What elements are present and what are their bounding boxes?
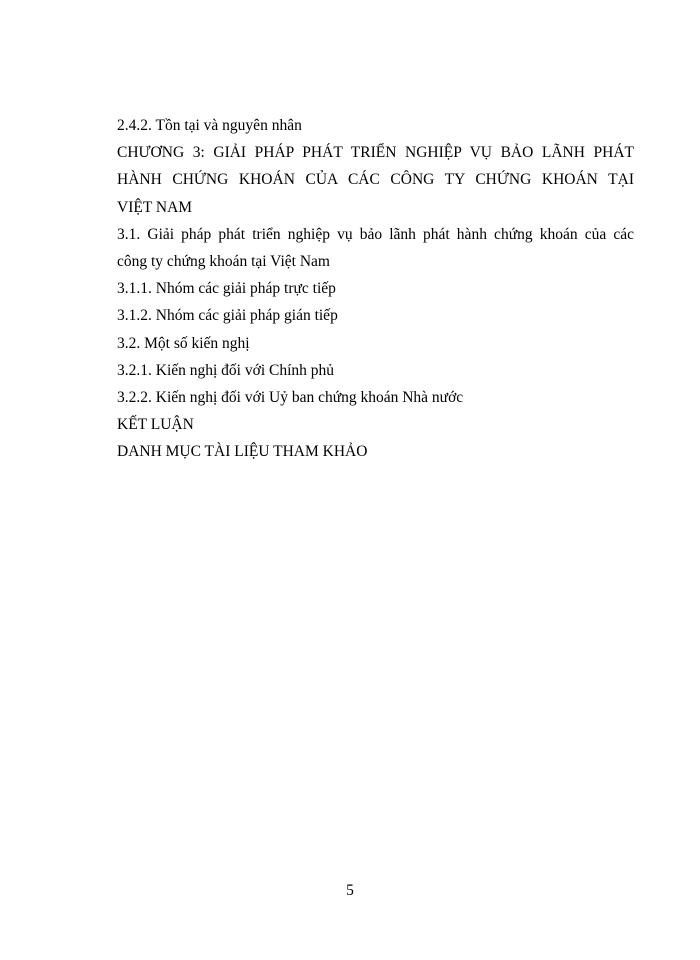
table-of-contents bbox=[117, 112, 634, 466]
toc-entry-chapter-3-line-2: HÀNH CHỨNG KHOÁN CỦA CÁC CÔNG TY CHỨNG KHOÁN TẠI bbox=[117, 171, 634, 189]
toc-entry-3-1-1: 3.1.1. Nhóm các giải pháp trực tiếp bbox=[117, 280, 336, 298]
toc-entry-conclusion: KẾT LUẬN bbox=[117, 416, 194, 434]
toc-entry-3-1-line-1: 3.1. Giải pháp phát triển nghiệp vụ bảo lãnh phát hành chứng khoán của các bbox=[117, 225, 634, 243]
toc-entry-chapter-3-line-1: CHƯƠNG 3: GIẢI PHÁP PHÁT TRIỂN NGHIỆP VỤ BẢO LÃNH PHÁT bbox=[117, 144, 634, 162]
toc-entry-chapter-3-line-3: VIỆT NAM bbox=[117, 198, 193, 216]
toc-entry-3-2: 3.2. Một số kiến nghị bbox=[117, 334, 250, 352]
toc-entry-references: DANH MỤC TÀI LIỆU THAM KHẢO bbox=[117, 443, 368, 461]
page-number: 5 bbox=[346, 882, 354, 899]
toc-entry-3-1-line-2: công ty chứng khoán tại Việt Nam bbox=[117, 253, 330, 271]
toc-entry-3-2-2: 3.2.2. Kiến nghị đối với Uỷ ban chứng khoán Nhà nước bbox=[117, 389, 464, 407]
toc-entry-2-4-2: 2.4.2. Tồn tại và nguyên nhân bbox=[117, 117, 302, 134]
toc-entry-3-2-1: 3.2.1. Kiến nghị đối với Chính phủ bbox=[117, 361, 335, 379]
toc-entry-3-1-2: 3.1.2. Nhóm các giải pháp gián tiếp bbox=[117, 307, 338, 325]
